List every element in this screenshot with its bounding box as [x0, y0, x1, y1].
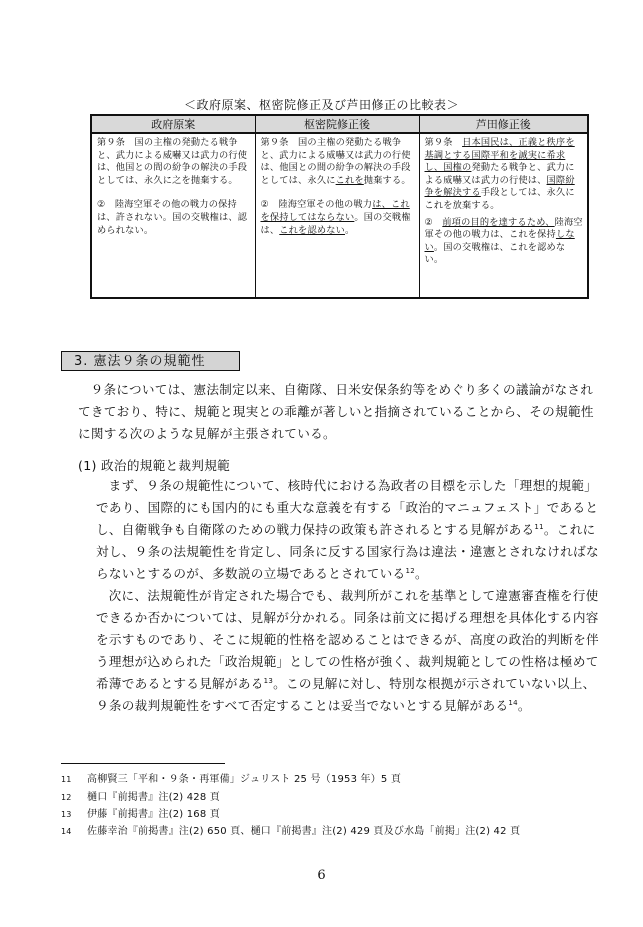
article-text	[261, 137, 415, 187]
section-heading: 3. 憲法９条の規範性	[61, 351, 240, 371]
article-para2-text	[261, 199, 415, 237]
footnote-number: 13	[61, 810, 72, 819]
text-span: 。この見解に対し、特別な根拠が示されていない以上、９条の裁判規範性をすべて否定することは妥当でないとする見解がある	[96, 676, 596, 713]
text-span: 。これに対し、９条の法規範性を肯定し、同条に反する国家行為は違法・違憲とされなければならないとするのが、多数説の立場であるとされている	[96, 522, 599, 581]
underlined-text: は、これを保持してはならない	[260, 199, 410, 223]
underlined-text: 日本国民は、正義と秩序を基調とする国際平和を誠実に希求し、国権の	[424, 137, 575, 174]
footnote-text: 高柳賢三「平和・９条・再軍備」ジュリスト 25 号（1953 年）5 頁	[87, 774, 402, 785]
footnote-divider	[61, 763, 225, 764]
text-span: まず、９条の規範性について、核時代における為政者の目標を示した「理想的規範」であり、国際的にも国内的にも重大な意義を有する「政治的マニュフェスト」であるとし、自衛戦争も自衛隊のための戦力保持の政策も許されるとする見解がある	[96, 478, 599, 537]
text-span: 。	[517, 698, 531, 713]
cell-ashida	[419, 133, 588, 298]
subsection-body	[96, 475, 600, 717]
article-para2-text	[425, 217, 584, 267]
text-span: ② 陸海空軍その他の戦力	[260, 199, 373, 211]
table-row	[91, 133, 588, 298]
footnote-ref[interactable]: 11	[534, 522, 544, 531]
text-span: 第９条	[424, 137, 463, 148]
footnote-text: 佐藤幸治『前掲書』注(2) 650 頁、樋口『前掲書』注(2) 429 頁及び水島「前掲」注(2) 42 頁	[87, 826, 521, 837]
footnote-13	[61, 808, 220, 822]
paragraph-judicial-norm	[96, 585, 600, 717]
underlined-text: しない	[424, 229, 575, 253]
text-span: 陸海空軍その他の戦力は、これを保持	[424, 216, 583, 241]
text-span: 。	[345, 224, 355, 236]
cell-privy-council	[255, 133, 419, 298]
footnote-number: 14	[61, 827, 72, 836]
footnote-text: 樋口『前掲書』注(2) 428 頁	[87, 792, 221, 803]
header-privy-council: 枢密院修正後	[255, 115, 419, 133]
footnote-14	[61, 825, 520, 839]
footnote-number: 11	[61, 775, 72, 784]
text-span: 。国の交戦権は、	[260, 211, 411, 236]
section-intro	[78, 379, 598, 445]
footnote-number: 12	[61, 793, 72, 802]
page-number: 6	[317, 868, 326, 883]
header-government-draft: 政府原案	[91, 115, 255, 133]
table-header-row	[91, 115, 588, 133]
footnote-11	[61, 773, 401, 787]
text-span: 発動たる戦争と、武力による威嚇又は武力の行使は、	[424, 162, 575, 186]
cell-government-draft	[91, 133, 255, 298]
underlined-text: 国際紛争を解決する	[424, 174, 575, 199]
footnote-ref[interactable]: 12	[405, 566, 415, 575]
text-span: 。国の交戦権は、これを認めない。	[424, 241, 566, 266]
header-ashida: 芦田修正後	[419, 115, 588, 133]
underlined-text: 前項の目的を達するため、	[442, 216, 555, 228]
text-span: 手段としては、永久にこれを放棄する。	[424, 187, 575, 211]
article-text: 第９条 国の主権の発動たる戦争と、武力による威嚇又は武力の行使は、他国との間の紛争の解決の手段としては、永久に之を抛棄する。	[97, 137, 248, 186]
footnote-ref[interactable]: 14	[508, 698, 518, 707]
underlined-text: これを	[335, 174, 364, 186]
text-span: 抛棄する。	[363, 174, 411, 186]
underlined-text: これを認めない	[279, 224, 345, 236]
text-span: ②	[424, 216, 443, 228]
text-span: 。	[414, 566, 428, 581]
text-span: 第９条 国の主権の発動たる戦争と、武力による威嚇又は武力の行使は、他国との間の紛争の解決の手段としては、永久に	[260, 137, 411, 186]
intro-paragraph: ９条については、憲法制定以来、自衛隊、日米安保条約等をめぐり多くの議論がなされてきており、特に、規範と現実との乖離が著しいと指摘されていることから、その規範性に関する次のような見解が主張されている。	[78, 382, 594, 441]
footnote-ref[interactable]: 13	[263, 676, 274, 685]
text-span: 次に、法規範性が肯定された場合でも、裁判所がこれを基準として違憲審査権を行使できるか否かについては、見解が分かれる。同条は前文に掲げる理想を具体化する内容を示すものであり、そこに規範的性格を認めることはできるが、高度の政治的判断を伴う理想が込められた「政治規範」としての性格が強く、裁判規範としての性格は極めて希薄であるとする見解がある	[96, 588, 599, 691]
article-text	[425, 137, 584, 213]
footnote-text: 伊藤『前掲書』注(2) 168 頁	[87, 809, 221, 820]
subsection-heading: (1) 政治的規範と裁判規範	[78, 458, 230, 473]
paragraph-political-norm	[96, 475, 600, 585]
article-para2-text: ② 陸海空軍その他の戦力の保持は、許されない。国の交戦権は、認められない。	[97, 199, 248, 236]
footnote-12	[61, 791, 220, 805]
table-caption: ＜政府原案、枢密院修正及び芦田修正の比較表＞	[183, 98, 459, 112]
comparison-table	[90, 114, 589, 299]
